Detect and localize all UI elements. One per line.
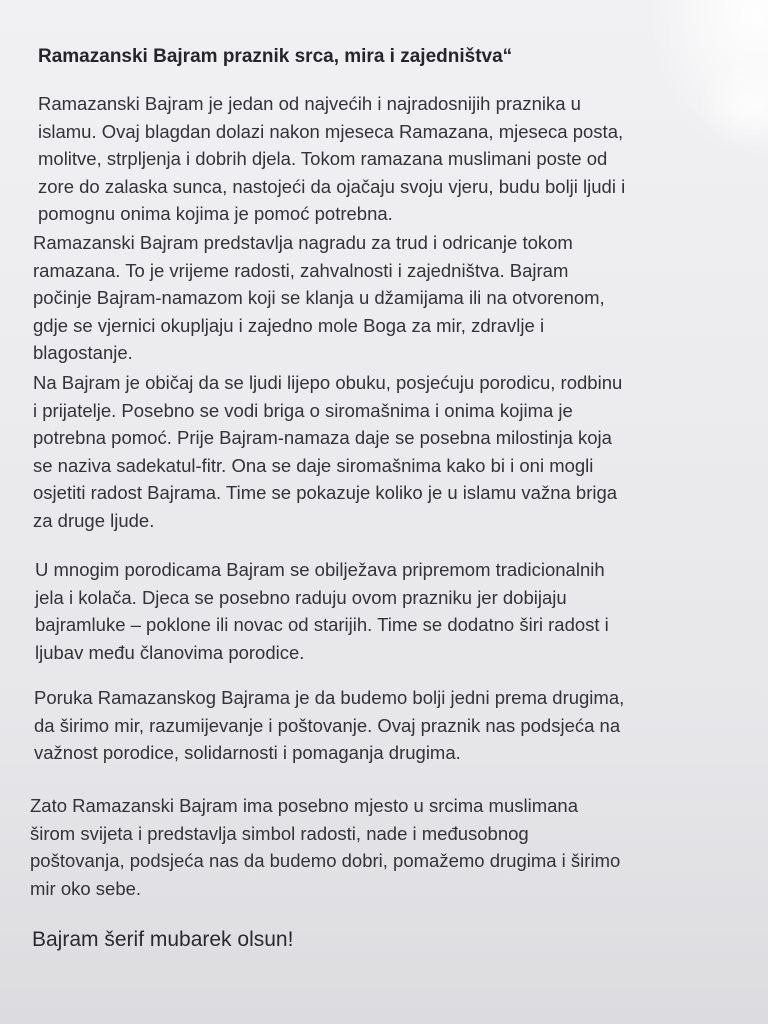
- paragraph-line: ljubav među članovima porodice.: [35, 641, 305, 663]
- paragraph-line: i prijatelje. Posebno se vodi briga o siromašnima i onima kojima je: [33, 399, 573, 421]
- closing-greeting: Bajram šerif mubarek olsun!: [32, 928, 294, 951]
- paragraph-line: U mnogim porodicama Bajram se obilježava pripremom tradicionalnih: [35, 559, 605, 580]
- paragraph-line: počinje Bajram-namazom koji se klanja u džamijama ili na otvorenom,: [33, 287, 605, 308]
- paragraph-6: [30, 792, 620, 902]
- paragraph-line: jela i kolača. Djeca se posebno raduju ovom prazniku jer dobijaju: [35, 586, 567, 608]
- paragraph-5: [34, 684, 624, 767]
- paragraph-line: Ramazanski Bajram predstavlja nagradu za trud i odricanje tokom: [33, 232, 573, 253]
- paragraph-3: [33, 369, 622, 534]
- paragraph-line: Ramazanski Bajram je jedan od najvećih i najradosnijih praznika u: [38, 93, 581, 114]
- paragraph-line: osjetiti radost Bajrama. Time se pokazuje koliko je u islamu važna briga: [33, 482, 618, 503]
- paragraph-line: pomognu onima kojima je pomoć potrebna.: [38, 203, 393, 224]
- paragraph-4: [35, 556, 609, 666]
- paragraph-line: za druge ljude.: [33, 509, 155, 531]
- document-title: Ramazanski Bajram praznik srca, mira i zajedništva“: [38, 46, 513, 67]
- paragraph-line: da širimo mir, razumijevanje i poštovanje. Ovaj praznik nas podsjeća na: [34, 714, 621, 736]
- paragraph-line: islamu. Ovaj blagdan dolazi nakon mjeseca Ramazana, mjeseca posta,: [38, 120, 624, 142]
- paragraph-line: molitve, strpljenja i dobrih djela. Tokom ramazana muslimani poste od: [38, 148, 608, 169]
- paragraph-line: važnost porodice, solidarnosti i pomaganja drugima.: [34, 742, 461, 763]
- paragraph-line: Zato Ramazanski Bajram ima posebno mjesto u srcima muslimana: [30, 795, 579, 816]
- paragraph-line: Na Bajram je običaj da se ljudi lijepo obuku, posjećuju porodicu, rodbinu: [33, 372, 623, 393]
- paragraph-line: zore do zalaska sunca, nastojeći da ojačaju svoju vjeru, budu bolji ljudi i: [38, 175, 626, 197]
- paragraph-line: bajramluke – poklone ili novac od starijih. Time se dodatno širi radost i: [35, 614, 609, 635]
- paragraph-line: se naziva sadekatul-fitr. Ona se daje siromašnima kako bi i oni mogli: [33, 454, 594, 476]
- paragraph-line: mir oko sebe.: [30, 877, 142, 899]
- paragraph-1: [38, 90, 625, 228]
- paragraph-line: ramazana. To je vrijeme radosti, zahvalnosti i zajedništva. Bajram: [33, 259, 569, 281]
- paragraph-line: poštovanja, podsjeća nas da budemo dobri, pomažemo drugima i širimo: [30, 850, 621, 871]
- paragraph-line: potrebna pomoć. Prije Bajram-namaza daje se posebna milostinja koja: [33, 427, 612, 448]
- paragraph-line: širom svijeta i predstavlja simbol radosti, nade i međusobnog: [30, 822, 529, 844]
- paragraph-2: [33, 229, 605, 367]
- light-glare-secondary: [698, 60, 768, 150]
- paragraph-line: blagostanje.: [33, 342, 133, 363]
- paragraph-line: Poruka Ramazanskog Bajrama je da budemo bolji jedni prema drugima,: [34, 687, 625, 708]
- paragraph-line: gdje se vjernici okupljaju i zajedno mole Boga za mir, zdravlje i: [33, 314, 545, 336]
